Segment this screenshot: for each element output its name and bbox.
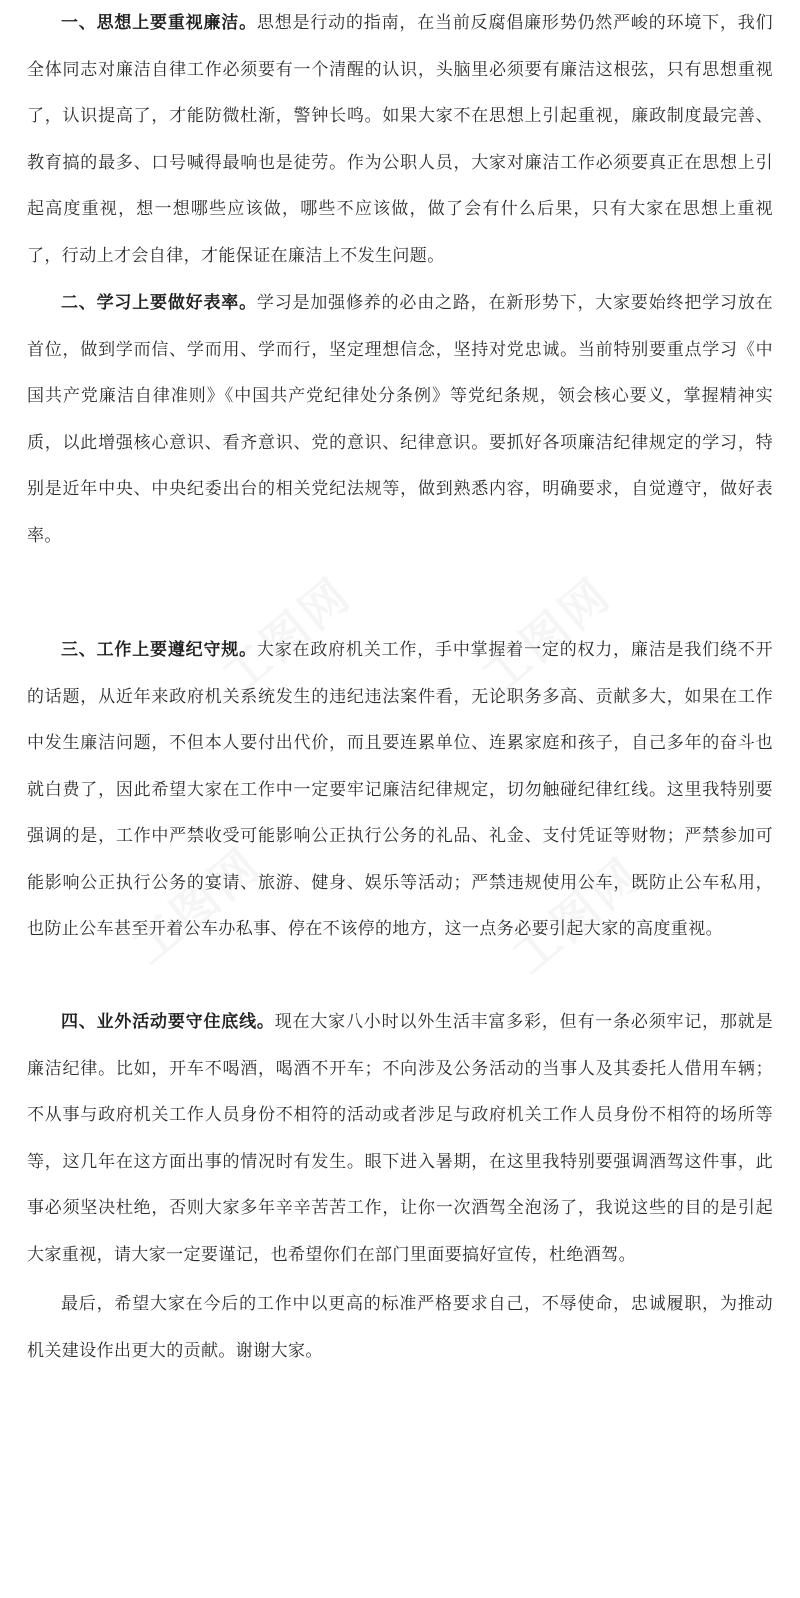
watermark: 工图网 [472, 566, 622, 705]
watermark: 工图网 [502, 846, 652, 985]
paragraph-text: 思想是行动的指南，在当前反腐倡廉形势仍然严峻的环境下，我们全体同志对廉洁自律工作必须要有一个清醒的认识，头脑里必须要有廉洁这根弦，只有思想重视了，认识提高了，才能防微杜渐，警钟长鸣。如果大家不在思想上引起重视，廉政制度最完善、教育搞的最多、口号喊得最响也是徒劳。作为公职人员，大家对廉洁工作必须要真正在思想上引起高度重视，想一想哪些应该做，哪些不应该做，做了会有什么后果，只有大家在思想上重视了，行动上才会自律，才能保证在廉洁上不发生问题。 [27, 13, 773, 266]
paragraph-heading: 四、业外活动要守住底线。 [61, 1012, 275, 1032]
paragraph-text: 最后，希望大家在今后的工作中以更高的标准严格要求自己，不辱使命，忠诚履职，为推动机关建设作出更大的贡献。谢谢大家。 [27, 1294, 773, 1361]
paragraph-off-duty [27, 999, 773, 1278]
watermark: 工图网 [122, 836, 272, 975]
paragraph-work-discipline [27, 627, 773, 953]
paragraph-study [27, 280, 773, 559]
paragraph-heading: 一、思想上要重视廉洁。 [61, 13, 257, 33]
watermark: 工图网 [212, 566, 362, 705]
paragraph-text: 大家在政府机关工作，手中掌握着一定的权力，廉洁是我们绕不开的话题，从近年来政府机关系统发生的违纪违法案件看，无论职务多高、贡献多大，如果在工作中发生廉洁问题，不但本人要付出代价，而且要连累单位、连累家庭和孩子，自己多年的奋斗也就白费了，因此希望大家在工作中一定要牢记廉洁纪律规定，切勿触碰纪律红线。这里我特别要强调的是，工作中严禁收受可能影响公正执行公务的礼品、礼金、支付凭证等财物；严禁参加可能影响公正执行公务的宴请、旅游、健身、娱乐等活动；严禁违规使用公车，既防止公车私用，也防止公车甚至开着公车办私事、停在不该停的地方，这一点务必要引起大家的高度重视。 [27, 640, 773, 939]
paragraph-text: 学习是加强修养的必由之路，在新形势下，大家要始终把学习放在首位，做到学而信、学而用、学而行，坚定理想信念，坚持对党忠诚。当前特别要重点学习《中国共产党廉洁自律准则》《中国共产党纪律处分条例》等党纪条规，领会核心要义，掌握精神实质，以此增强核心意识、看齐意识、党的意识、纪律意识。要抓好各项廉洁纪律规定的学习，特别是近年中央、中央纪委出台的相关党纪法规等，做到熟悉内容，明确要求，自觉遵守，做好表率。 [27, 293, 773, 546]
paragraph-text: 现在大家八小时以外生活丰富多彩，但有一条必须牢记，那就是廉洁纪律。比如，开车不喝酒，喝酒不开车；不向涉及公务活动的当事人及其委托人借用车辆；不从事与政府机关工作人员身份不相符的活动或者涉足与政府机关工作人员身份不相符的场所等等，这几年在这方面出事的情况时有发生。眼下进入暑期，在这里我特别要强调酒驾这件事，此事必须坚决杜绝，否则大家多年辛辛苦苦工作，让你一次酒驾全泡汤了，我说这些的目的是引起大家重视，请大家一定要谨记，也希望你们在部门里面要搞好宣传，杜绝酒驾。 [27, 1012, 773, 1265]
paragraph-heading: 三、工作上要遵纪守规。 [61, 640, 257, 660]
paragraph-heading: 二、学习上要做好表率。 [61, 293, 257, 313]
paragraph-closing [27, 1281, 773, 1374]
paragraph-ideology [27, 0, 773, 279]
